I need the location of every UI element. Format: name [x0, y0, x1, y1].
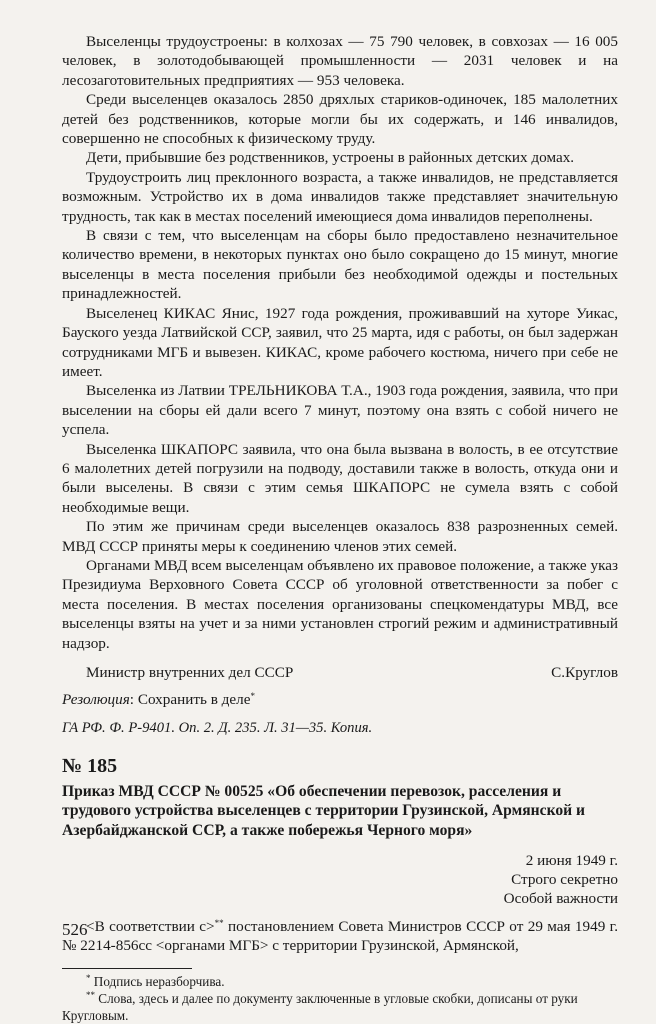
- paragraph: В связи с тем, что выселенцам на сборы было предоставлено незначительное количество времени, в некоторых пунктах оно было сокращено до 15 минут, многие выселенцы в места поселения прибыли без необходимой одежды и постельных принадлежностей.: [62, 227, 618, 303]
- footnote-divider: [62, 968, 192, 969]
- paragraph: По этим же причинам среди выселенцев оказалось 838 разрозненных семей. МВД СССР приняты меры к соединению членов этих семей.: [62, 518, 618, 555]
- footnotes: [62, 973, 618, 1024]
- document-page: [62, 32, 618, 1024]
- paragraph: Среди выселенцев оказалось 2850 дряхлых стариков-одиночек, 185 малолетних детей без родственников, которые могли бы их содержать, и 146 инвалидов, совершенно не способных к физическому труду.: [62, 91, 618, 148]
- paragraph: Дети, прибывшие без родственников, устроены в районных детских домах.: [86, 149, 575, 167]
- opening-paragraph: [62, 917, 618, 956]
- page-number: 526: [62, 920, 88, 939]
- paragraph: Органами МВД всем выселенцам объявлено их правовое положение, а также указ Президиума Верховного Совета СССР об уголовной ответственности за побег с места поселения. В местах поселения организованы спецкомендатуры МВД, все выселенцы взяты на учет и за ними установлен строгий режим и административный надзор.: [62, 556, 618, 652]
- paragraph: Трудоустроить лиц преклонного возраста, а также инвалидов, не представляется возможным. Устройство их в дома инвалидов также представляет значительную трудность, так как в местах поселений имеющиеся дома инвалидов переполнены.: [62, 168, 618, 225]
- opening-text-b: постановлением Совета Министров СССР от 29 мая 1949 г. № 2214-856сс <органами МГБ> с территории Грузинской, Армянской,: [62, 917, 618, 955]
- document-importance: Особой важности: [503, 890, 618, 908]
- document-number: № 185: [62, 754, 118, 777]
- footnote: [62, 973, 618, 990]
- paragraph: Выселенка из Латвии ТРЕЛЬНИКОВА Т.А., 1903 года рождения, заявила, что при выселении на сборы ей дали всего 7 минут, поэтому она взять с собой ничего не успела.: [62, 382, 618, 439]
- footnote-text: Подпись неразборчива.: [90, 973, 225, 989]
- signature-position: Министр внутренних дел СССР: [86, 664, 294, 681]
- signature-block: [62, 663, 618, 682]
- footnote-mark: *: [86, 972, 91, 983]
- document-title: Приказ МВД СССР № 00525 «Об обеспечении перевозок, расселения и трудового устройства выселенцев с территории Грузинской, Армянской и Азербайджанской ССР, а также побережья Черного моря»: [62, 782, 586, 839]
- document-classification: Строго секретно: [511, 871, 618, 888]
- footnote: [62, 990, 618, 1024]
- resolution-line: [62, 690, 618, 709]
- paragraph: Выселенец КИКАС Янис, 1927 года рождения, проживавший на хуторе Уикас, Бауского уезда Латвийской ССР, заявил, что 25 марта, идя с работы, он был задержан сотрудниками МГБ и вывезен. КИКАС, кроме рабочего костюма, ничего при себе не имеет.: [62, 304, 618, 380]
- archive-source: ГА РФ. Ф. Р-9401. Оп. 2. Д. 235. Л. 31—35. Копия.: [62, 719, 373, 736]
- resolution-text: : Сохранить в деле: [129, 691, 251, 709]
- opening-text-a: <В соответствии с>: [86, 917, 215, 935]
- document-header-right: [62, 851, 618, 909]
- footnote-mark: **: [86, 989, 95, 1000]
- footnote-text: Слова, здесь и далее по документу заключенные в угловые скобки, дописаны от руки Кругловым.: [62, 990, 578, 1023]
- paragraph: Выселенка ШКАПОРС заявила, что она была вызвана в волость, в ее отсутствие 6 малолетних детей погрузили на подводу, доставили также в волость, откуда они и были выселены. В связи с этим семья ШКАПОРС не сумела взять с собой необходимые вещи.: [62, 440, 618, 516]
- paragraph: Выселенцы трудоустроены: в колхозах — 75 790 человек, в совхозах — 16 005 человек, в золотодобывающей промышленности — 2031 человек и на лесозаготовительных предприятиях — 953 человека.: [62, 33, 618, 89]
- signature-name: С.Круглов: [551, 664, 618, 681]
- document-date: 2 июня 1949 г.: [525, 851, 618, 869]
- resolution-footnote-mark: *: [250, 691, 255, 702]
- opening-footnote-mark: **: [214, 917, 224, 928]
- resolution-label: Резолюция: [62, 691, 130, 709]
